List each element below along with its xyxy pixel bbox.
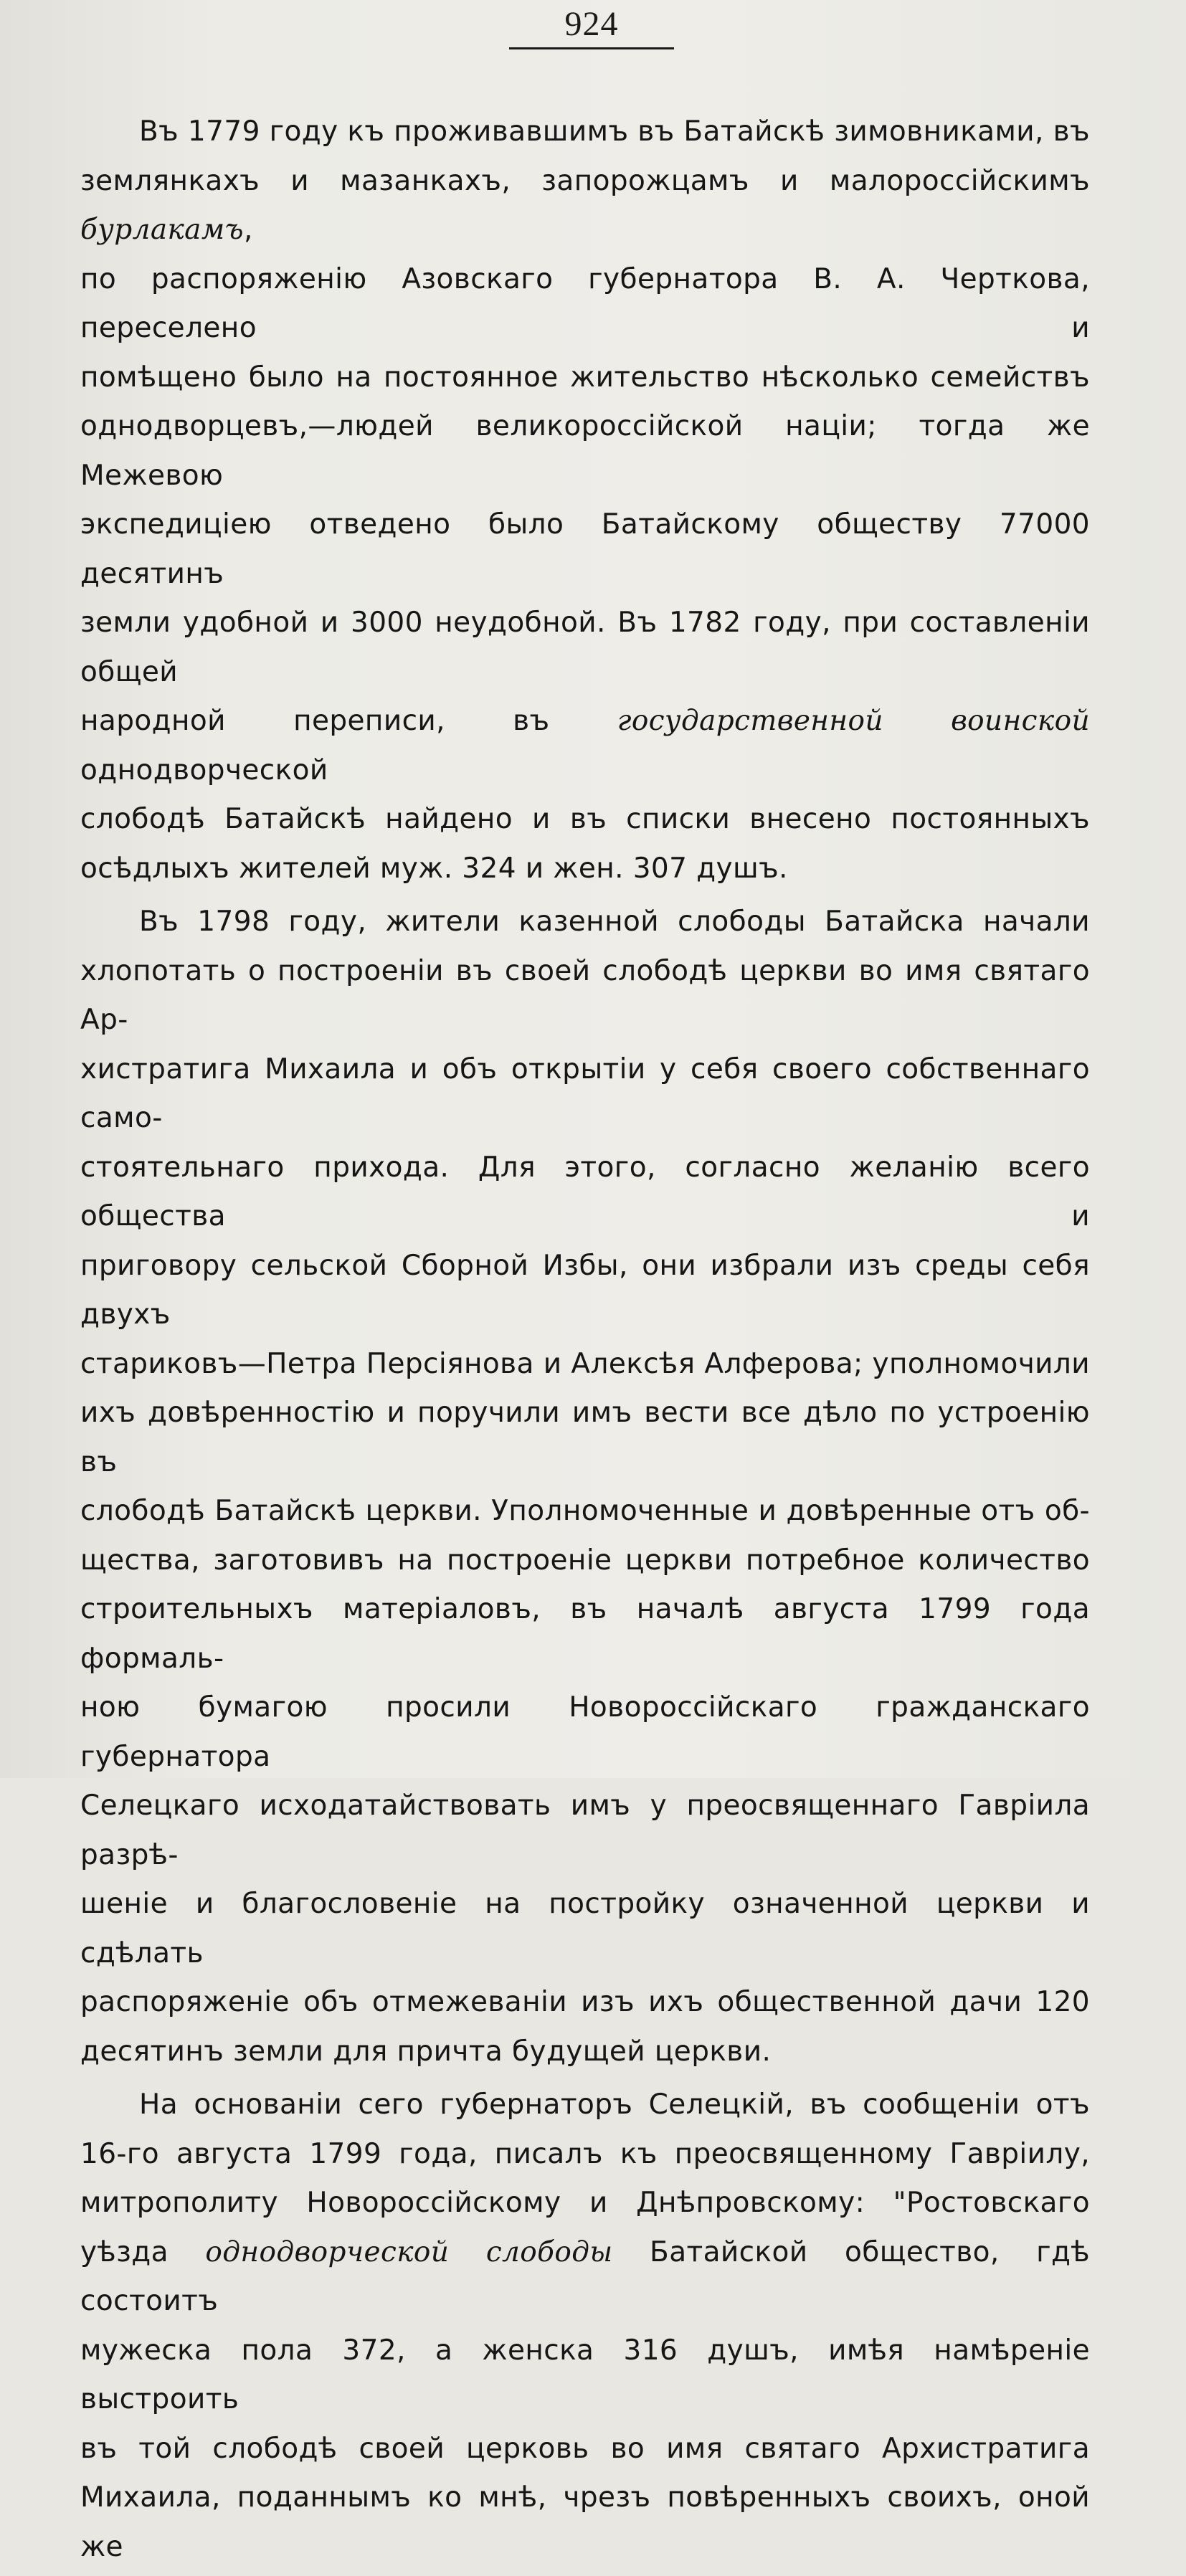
text-run: строительныхъ матеріаловъ, въ началѣ августа 1799 года формаль-	[80, 1593, 1090, 1675]
text-line	[80, 1536, 1090, 1586]
text-run: Батайской общество, гдѣ состоитъ	[80, 2235, 1091, 2317]
text-run: ною бумагою просили Новороссійскаго гражданскаго губернатора	[80, 1691, 1090, 1773]
text-run: стоятельнаго прихода. Для этого, согласно желанію всего общества и	[80, 1151, 1090, 1232]
text-run: слободѣ Батайскѣ церкви. Уполномоченные и довѣренные отъ об-	[80, 1495, 1090, 1527]
text-line	[80, 599, 1090, 697]
text-run: уѣзда	[80, 2235, 206, 2268]
italic-text-run: однодворческой слободы	[205, 2235, 613, 2268]
italic-text-run: государственной воинской	[617, 705, 1090, 737]
text-line	[80, 898, 1090, 947]
header-rule	[509, 47, 674, 49]
text-run: шеніе и благословеніе на постройку означенной церкви и сдѣлать	[80, 1888, 1090, 1969]
text-line	[80, 2028, 1090, 2077]
text-run: Въ 1798 году, жители казенной слободы Батайска начали	[139, 906, 1090, 938]
text-run: Въ 1779 году къ проживавшимъ въ Батайскѣ зимовниками, въ	[139, 115, 1090, 148]
text-line	[80, 1242, 1090, 1340]
text-run: Михаила, поданнымъ ко мнѣ, чрезъ повѣренныхъ своихъ, оной же	[80, 2481, 1090, 2563]
page-number: 924	[564, 5, 619, 43]
text-run: земли удобной и 3000 неудобной. Въ 1782 году, при составленіи общей	[80, 607, 1090, 688]
text-line	[80, 2425, 1090, 2474]
text-run: хистратига Михаила и объ открытіи у себя своего собственнаго само-	[80, 1052, 1090, 1134]
text-run: На основаніи сего губернаторъ Селецкій, въ сообщеніи отъ	[139, 2088, 1090, 2121]
text-line	[80, 697, 1090, 795]
text-line	[80, 2081, 1090, 2130]
text-line	[80, 1683, 1090, 1782]
text-run: щества, заготовивъ на построеніе церкви потребное количество	[80, 1544, 1090, 1577]
body-text	[80, 108, 1090, 2576]
text-line	[80, 157, 1090, 255]
text-line	[80, 947, 1090, 1045]
text-run: 16-го августа 1799 года, писалъ къ преосвященному Гавріилу,	[80, 2137, 1090, 2170]
text-line	[80, 1340, 1090, 1389]
text-line	[80, 2179, 1090, 2228]
text-line	[80, 2473, 1090, 2572]
text-run: ихъ довѣренностію и поручили имъ вести все дѣло по устроенію въ	[80, 1397, 1090, 1478]
text-line	[80, 353, 1090, 403]
text-run: митрополиту Новороссійскому и Днѣпровскому: "Ростовскаго	[80, 2187, 1090, 2219]
text-run: хлопотать о построеніи въ своей слободѣ церкви во имя святаго Ар-	[80, 954, 1090, 1036]
text-run: Селецкаго исходатайствовать имъ у преосвященнаго Гавріила разрѣ-	[80, 1790, 1090, 1871]
text-line	[80, 1487, 1090, 1536]
page-header	[509, 4, 674, 49]
text-run: однодворческой	[80, 754, 328, 786]
text-line	[80, 108, 1090, 157]
text-run: народной переписи, въ	[80, 705, 617, 737]
text-line	[80, 2327, 1090, 2425]
text-line	[80, 1782, 1090, 1880]
paragraph	[80, 898, 1090, 2076]
text-line	[80, 1389, 1090, 1487]
text-run: помѣщено было на постоянное жительство нѣсколько семействъ	[80, 361, 1090, 394]
text-run: приговору сельской Сборной Избы, они избрали изъ среды себя двухъ	[80, 1249, 1090, 1331]
text-line	[80, 2130, 1090, 2180]
text-run: землянкахъ и мазанкахъ, запорожцамъ и малороссійскимъ	[80, 164, 1090, 197]
text-line	[80, 2228, 1090, 2327]
text-run: распоряженіе объ отмежеваніи изъ ихъ общественной дачи 120	[80, 1986, 1090, 2018]
text-line	[80, 1585, 1090, 1683]
text-line	[80, 402, 1090, 500]
text-line	[80, 255, 1090, 353]
text-line	[80, 1144, 1090, 1242]
paragraph	[80, 2081, 1090, 2572]
text-line	[80, 1045, 1090, 1144]
text-run: осѣдлыхъ жителей муж. 324 и жен. 307 душъ.	[80, 852, 788, 885]
text-line	[80, 845, 1090, 894]
text-line	[80, 795, 1090, 845]
text-run: экспедиціею отведено было Батайскому обществу 77000 десятинъ	[80, 508, 1090, 590]
text-line	[80, 1978, 1090, 2028]
text-line	[80, 500, 1090, 599]
text-run: въ той слободѣ своей церковь во имя святаго Архистратига	[80, 2432, 1090, 2465]
text-run: десятинъ земли для причта будущей церкви.	[80, 2035, 772, 2068]
italic-text-run: бурлакамъ	[80, 214, 244, 246]
text-line	[80, 1880, 1090, 1978]
text-run: ,	[243, 214, 253, 246]
text-run: по распоряженію Азовскаго губернатора В. А. Черткова, переселено и	[80, 262, 1090, 344]
paragraph	[80, 108, 1090, 893]
text-run: мужеска пола 372, а женска 316 душъ, имѣя намѣреніе выстроить	[80, 2334, 1090, 2415]
text-run: однодворцевъ,—людей великороссійской націи; тогда же Межевою	[80, 410, 1090, 492]
text-run: стариковъ—Петра Персіянова и Алексѣя Алферова; уполномочили	[80, 1347, 1090, 1380]
text-run: слободѣ Батайскѣ найдено и въ списки внесено постоянныхъ	[80, 803, 1090, 835]
